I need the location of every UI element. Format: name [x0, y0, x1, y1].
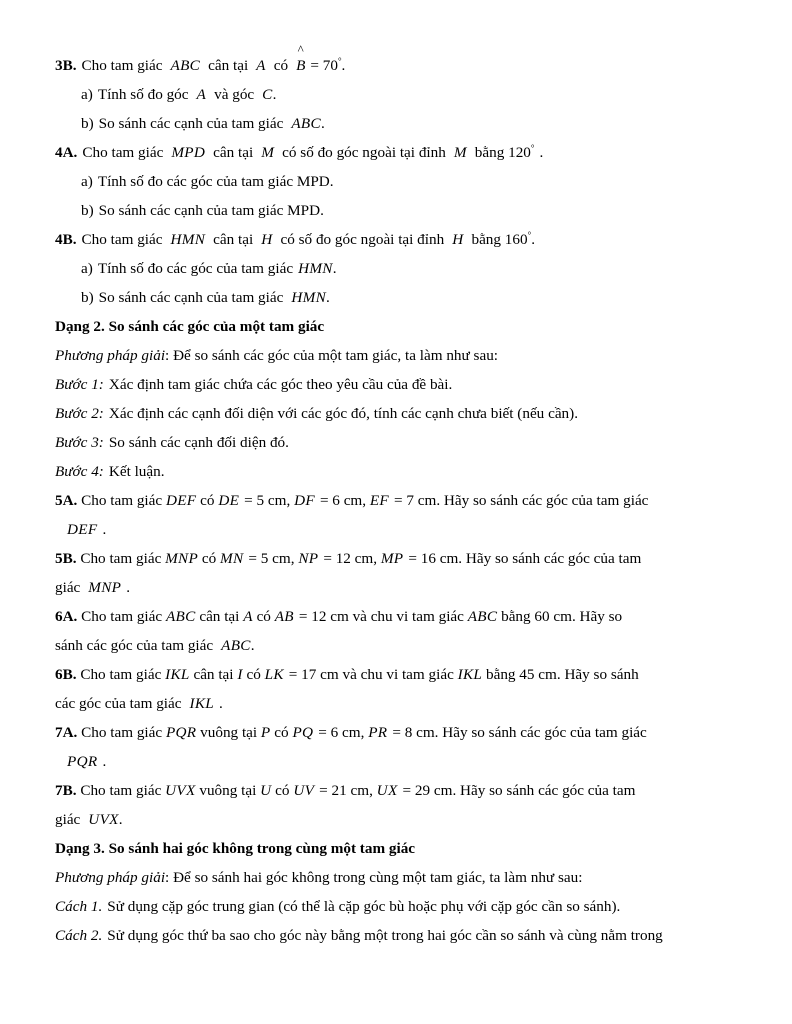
- exercise-4b-text-b: cân tại: [213, 231, 254, 248]
- exercise-3b-label: 3B.: [55, 57, 77, 74]
- degree-icon: °: [530, 143, 535, 153]
- problem-7a-label: 7A.: [55, 724, 78, 741]
- exercise-3b-item-a-marker: a): [81, 86, 93, 103]
- problem-7a-p3: có: [274, 724, 289, 741]
- problem-6b-var-ikl-2: IKL: [457, 666, 483, 683]
- exercise-3b-text-b: cân tại: [208, 57, 249, 74]
- problem-6a-p4: và chu vi tam giác: [352, 608, 464, 625]
- problem-7a-cont-var: PQR: [67, 753, 98, 770]
- dang2-method-label: Phương pháp giải: [55, 347, 166, 364]
- problem-5a-measure-ef-value: = 7 cm: [394, 492, 437, 509]
- dang2-step-1: [55, 370, 739, 399]
- dang3-way-2-text: Sử dụng góc thứ ba sao cho góc này bằng một trong hai góc cần so sánh và cùng nằm trong: [107, 927, 663, 944]
- problem-7a-measure-pq: PQ: [292, 724, 314, 741]
- exercise-4a: [55, 138, 739, 225]
- exercise-3b-item-b: [55, 109, 739, 138]
- document-page: [55, 42, 739, 950]
- problem-6a-measure-ab-value: = 12 cm: [298, 608, 349, 625]
- exercise-4b-item-b-end: .: [326, 289, 330, 306]
- problem-5b-p1: Cho tam giác: [80, 550, 162, 567]
- problem-5b-measure-mp: MP: [380, 550, 404, 567]
- exercise-4a-stem: [55, 138, 739, 167]
- exercise-3b-stem: [55, 42, 739, 80]
- problem-5a-line-1: [55, 486, 739, 515]
- problem-7a-line-1: [55, 718, 739, 747]
- exercise-4b-var-hmn: HMN: [170, 231, 206, 248]
- exercise-4b-text-c: có số đo góc ngoài tại đỉnh: [280, 231, 445, 248]
- dang2-step-3-label: Bước 3:: [55, 434, 104, 451]
- exercise-4a-text-b: cân tại: [213, 144, 254, 161]
- dang2-step-3-text: So sánh các cạnh đối diện đó.: [108, 434, 289, 451]
- exercise-3b-text-c: có: [273, 57, 289, 74]
- problem-6a-cont-pre: sánh các góc của tam giác: [55, 637, 214, 654]
- problem-7a-var-p: P: [260, 724, 271, 741]
- exercise-4b-var-h1: H: [261, 231, 273, 248]
- problem-7a-measure-pq-value: = 6 cm,: [318, 724, 365, 741]
- exercise-4a-text-a: Cho tam giác: [82, 144, 164, 161]
- problem-6b-p6: . Hãy so sánh: [556, 666, 639, 683]
- problem-5b-measure-np-value: = 12 cm,: [323, 550, 378, 567]
- exercise-4b-stem: [55, 225, 739, 254]
- exercise-4b-item-a: [55, 254, 739, 283]
- exercise-4b-item-b-text: So sánh các cạnh của tam giác: [98, 289, 284, 306]
- exercise-3b-angle-value: = 70: [310, 57, 338, 74]
- section-heading-dang-3: Dạng 3. So sánh hai góc không trong cùng một tam giác: [55, 840, 416, 857]
- problem-5b: [55, 544, 739, 602]
- problem-5a-measure-df: DF: [294, 492, 315, 509]
- exercise-4a-item-a-text: Tính số đo các góc của tam giác MPD.: [97, 173, 334, 190]
- problem-7a-measure-pr: PR: [368, 724, 388, 741]
- exercise-3b-item-a-end: .: [272, 86, 277, 103]
- problem-6b-perimeter: bằng 45 cm: [485, 666, 557, 683]
- exercise-4b-label: 4B.: [55, 231, 77, 248]
- degree-icon: °: [527, 230, 532, 240]
- problem-7b-var-u: U: [260, 782, 272, 799]
- problem-6b-measure-lk-value: = 17 cm: [288, 666, 339, 683]
- problem-7b-measure-ux-value: = 29 cm: [402, 782, 453, 799]
- problem-6a-cont-var: ABC: [221, 637, 251, 654]
- problem-7b-p2: vuông tại: [199, 782, 257, 799]
- problem-5b-line-2: [55, 573, 739, 602]
- exercise-3b: [55, 42, 739, 138]
- exercise-3b-period: .: [341, 57, 346, 74]
- problem-6a-var-a: A: [243, 608, 253, 625]
- problem-5b-p2: có: [201, 550, 217, 567]
- exercise-3b-item-a: [55, 80, 739, 109]
- problem-6b-label: 6B.: [55, 666, 77, 683]
- problem-6b-line-1: [55, 660, 739, 689]
- problem-5b-measure-np: NP: [298, 550, 319, 567]
- problem-6b-cont-pre: các góc của tam giác: [55, 695, 182, 712]
- problem-7a-p4: . Hãy so sánh các góc của tam giác: [434, 724, 647, 741]
- exercise-4a-var-mpd: MPD: [171, 144, 206, 161]
- problem-6b-line-2: [55, 689, 739, 718]
- problem-6a-var-abc-1: ABC: [165, 608, 196, 625]
- problem-6a: [55, 602, 739, 660]
- exercise-4a-item-b-text: So sánh các cạnh của tam giác MPD.: [98, 202, 324, 219]
- problem-5b-measure-mn: MN: [220, 550, 244, 567]
- problem-7a-line-2: [55, 747, 739, 776]
- problem-5b-measure-mn-value: = 5 cm,: [248, 550, 295, 567]
- problem-5b-cont-var: MNP: [88, 579, 122, 596]
- exercise-3b-text-a: Cho tam giác: [81, 57, 163, 74]
- exercise-3b-var-a: A: [256, 57, 266, 74]
- problem-6a-p1: Cho tam giác: [81, 608, 163, 625]
- problem-6b-var-i: I: [237, 666, 243, 683]
- problem-7b-cont-end: .: [118, 811, 123, 828]
- exercise-4a-text-c: có số đo góc ngoài tại đỉnh: [282, 144, 446, 161]
- problem-6a-line-2: [55, 631, 739, 660]
- dang2-step-3: [55, 428, 739, 457]
- problem-6a-cont-end: .: [250, 637, 255, 654]
- dang3-way-1-label: Cách 1.: [55, 898, 103, 915]
- problem-6b-cont-end: .: [219, 695, 223, 712]
- exercise-4b-text-d: bằng 160: [471, 231, 528, 248]
- problem-6b: [55, 660, 739, 718]
- problem-7b: [55, 776, 739, 834]
- dang2-step-1-label: Bước 1:: [55, 376, 104, 393]
- exercise-3b-item-a-text-b: và góc: [214, 86, 255, 103]
- dang2-step-1-text: Xác định tam giác chứa các góc theo yêu cầu của đề bài.: [108, 376, 453, 393]
- problem-7a-var-pqr: PQR: [165, 724, 197, 741]
- problem-6a-p2: cân tại: [199, 608, 240, 625]
- problem-5a-p1: Cho tam giác: [81, 492, 163, 509]
- problem-6b-cont-var: IKL: [189, 695, 215, 712]
- exercise-3b-item-a-var2: C: [262, 86, 273, 103]
- exercise-4a-item-b: [55, 196, 739, 225]
- exercise-4a-var-m2: M: [453, 144, 467, 161]
- problem-6b-p3: có: [246, 666, 261, 683]
- problem-7b-p4: . Hãy so sánh các góc của tam: [452, 782, 636, 799]
- problem-5a-p2: có: [200, 492, 215, 509]
- problem-5b-cont-end: .: [126, 579, 131, 596]
- problem-7b-cont-var: UVX: [88, 811, 119, 828]
- problem-7b-label: 7B.: [55, 782, 77, 799]
- problem-5a-measure-ef: EF: [369, 492, 389, 509]
- problem-7a-measure-pr-value: = 8 cm: [392, 724, 435, 741]
- dang3-method-label: Phương pháp giải: [55, 869, 166, 886]
- problem-7b-p1: Cho tam giác: [80, 782, 162, 799]
- exercise-3b-item-b-marker: b): [81, 115, 94, 132]
- problem-7b-var-uvx: UVX: [165, 782, 196, 799]
- exercise-3b-item-a-text: Tính số đo góc: [97, 86, 189, 103]
- exercise-4b-var-h2: H: [452, 231, 464, 248]
- problem-5a-measure-de: DE: [218, 492, 240, 509]
- problem-5b-label: 5B.: [55, 550, 77, 567]
- dang3-method: [55, 863, 739, 892]
- problem-6b-var-ikl-1: IKL: [165, 666, 190, 683]
- problem-5a-measure-df-value: = 6 cm,: [319, 492, 367, 509]
- problem-6a-perimeter: bằng 60 cm: [501, 608, 572, 625]
- problem-5a-p3: . Hãy so sánh các góc của tam giác: [436, 492, 649, 509]
- problem-7a-p2: vuông tại: [200, 724, 258, 741]
- exercise-4a-text-d: bằng 120: [474, 144, 531, 161]
- dang2-step-2-label: Bước 2:: [55, 405, 104, 422]
- problem-6a-p3: có: [256, 608, 271, 625]
- exercise-3b-item-b-end: .: [320, 115, 325, 132]
- problem-6b-p2: cân tại: [193, 666, 234, 683]
- exercise-3b-item-b-var1: ABC: [291, 115, 321, 132]
- problem-7b-line-2: [55, 805, 739, 834]
- problem-5a-cont-end: .: [102, 521, 107, 538]
- exercise-4b-item-b: [55, 283, 739, 312]
- problem-5a-measure-de-value: = 5 cm,: [244, 492, 291, 509]
- exercise-4b: [55, 225, 739, 312]
- dang3-way-2-label: Cách 2.: [55, 927, 103, 944]
- problem-7b-cont-pre: giác: [55, 811, 81, 828]
- dang2-step-2: [55, 399, 739, 428]
- problem-7a: [55, 718, 739, 776]
- problem-7a-p1: Cho tam giác: [81, 724, 163, 741]
- problem-5b-cont-pre: giác: [55, 579, 81, 596]
- exercise-4a-period: .: [539, 144, 544, 161]
- problem-6b-p4: và chu vi tam giác: [342, 666, 454, 683]
- problem-6b-p1: Cho tam giác: [80, 666, 162, 683]
- degree-icon: °: [337, 56, 342, 66]
- dang3-method-text: : Để so sánh hai góc không trong cùng một tam giác, ta làm như sau:: [165, 869, 583, 886]
- problem-5a-line-2: [55, 515, 739, 544]
- exercise-4b-text-a: Cho tam giác: [81, 231, 163, 248]
- problem-7b-p3: có: [275, 782, 290, 799]
- problem-5b-line-1: [55, 544, 739, 573]
- problem-5b-measure-mp-value: = 16 cm: [408, 550, 459, 567]
- exercise-4b-item-a-var: HMN: [298, 260, 333, 277]
- exercise-4b-item-a-marker: a): [81, 260, 93, 277]
- exercise-4b-item-b-var: HMN: [291, 289, 327, 306]
- dang2-method: [55, 341, 739, 370]
- problem-6a-p6: . Hãy so: [571, 608, 623, 625]
- dang2-step-4-label: Bước 4:: [55, 463, 104, 480]
- exercise-3b-item-b-text: So sánh các cạnh của tam giác: [98, 115, 284, 132]
- problem-7b-measure-uv: UV: [293, 782, 315, 799]
- problem-7b-measure-ux: UX: [376, 782, 398, 799]
- exercise-4a-item-a: [55, 167, 739, 196]
- problem-5a: [55, 486, 739, 544]
- exercise-3b-item-a-var1: A: [196, 86, 207, 103]
- problem-6a-label: 6A.: [55, 608, 78, 625]
- problem-5b-var-mnp: MNP: [165, 550, 199, 567]
- problem-7a-cont-end: .: [102, 753, 107, 770]
- problem-5a-label: 5A.: [55, 492, 78, 509]
- exercise-3b-var-abc: ABC: [170, 57, 201, 74]
- exercise-4a-item-b-marker: b): [81, 202, 94, 219]
- exercise-4a-item-a-marker: a): [81, 173, 93, 190]
- circumflex-accent-icon: ^: [297, 42, 304, 57]
- problem-5a-var-def: DEF: [165, 492, 197, 509]
- exercise-4a-label: 4A.: [55, 144, 78, 161]
- exercise-4b-period: .: [531, 231, 535, 248]
- problem-5b-p3: . Hãy so sánh các góc của tam: [458, 550, 642, 567]
- dang3-way-1-text: Sử dụng cặp góc trung gian (có thể là cặp góc bù hoặc phụ với cặp góc cần so sánh).: [107, 898, 621, 915]
- exercise-4b-item-a-text: Tính số đo các góc của tam giác: [97, 260, 294, 277]
- dang2-step-4: [55, 457, 739, 486]
- exercise-4a-var-m1: M: [261, 144, 275, 161]
- dang2-step-2-text: Xác định các cạnh đối diện với các góc đó, tính các cạnh chưa biết (nếu cần).: [108, 405, 579, 422]
- problem-6a-measure-ab: AB: [274, 608, 294, 625]
- dang2-method-text: : Để so sánh các góc của một tam giác, ta làm như sau:: [165, 347, 499, 364]
- dang2-step-4-text: Kết luận.: [108, 463, 165, 480]
- exercise-4b-item-a-end: .: [332, 260, 337, 277]
- exercise-4b-item-b-marker: b): [81, 289, 94, 306]
- exercise-3b-angle-var: ^ B: [296, 42, 306, 74]
- dang3-way-1: [55, 892, 739, 921]
- problem-7b-measure-uv-value: = 21 cm,: [319, 782, 373, 799]
- section-heading-dang-2: Dạng 2. So sánh các góc của một tam giác: [55, 318, 325, 335]
- problem-5a-cont-var: DEF: [67, 521, 98, 538]
- problem-7b-line-1: [55, 776, 739, 805]
- problem-6a-line-1: [55, 602, 739, 631]
- problem-6a-var-abc-2: ABC: [467, 608, 498, 625]
- problem-6b-measure-lk: LK: [264, 666, 284, 683]
- dang3-way-2: [55, 921, 739, 950]
